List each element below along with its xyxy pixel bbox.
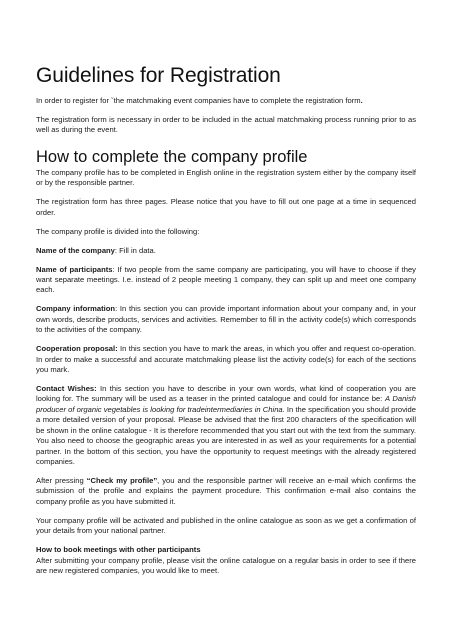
contact-wishes-text: In this section you have to describe in your own words, what kind of cooperation you are looking for. The summary will be used as a teaser in the printed catalogue and could for instance be:	[36, 384, 416, 404]
company-information-label: Company information	[36, 304, 116, 314]
contact-wishes-item	[36, 384, 416, 467]
cooperation-proposal-text: In this section you have to mark the areas, in which you offer and request co-operation. In order to make a successful and accurate matchmaking please list the activity code(s) for each of the sections you mark.	[36, 344, 417, 375]
contact-wishes-text-2: In the specification you should provide a more detailed version of your proposal. Please be advised that the first 200 characters of the specification will be shown in the online catalogue - It is therefore recommended that you start out with the text from the summary. You also need to choose the geographic areas you are interested in as well as your requirements for a potential partner. In the bottom of this section, you have the opportunity to request meetings with the already registered companies.	[36, 404, 416, 466]
check-my-profile-label: “Check my profile”	[86, 475, 158, 485]
book-meetings-title: How to book meetings with other participants	[36, 545, 201, 555]
check-profile-text-2: , you and the responsible partner will receive an e-mail which confirms the submission of the profile and explains the payment procedure. This confirmation e-mail also contains the company profile as you have submitted it.	[36, 475, 416, 506]
book-meetings-paragraph: After submitting your company profile, please visit the online catalogue on a regular basis in order to see if there are new registered companies, you would like to meet.	[36, 555, 416, 575]
check-profile-paragraph	[36, 476, 416, 507]
activation-paragraph: Your company profile will be activated and published in the online catalogue as soon as we get a confirmation of your details from your national partner.	[36, 515, 416, 536]
book-meetings-heading	[36, 545, 416, 555]
contact-wishes-label: Contact Wishes:	[36, 384, 97, 394]
profile-paragraph-1: The company profile has to be completed in English online in the registration system either by the company itself or by the responsible partner.	[36, 167, 416, 188]
intro-text: In order to register for ˇthe matchmaking event companies have to complete the registration form	[36, 96, 361, 105]
participants-label: Name of participants	[36, 264, 113, 274]
intro-paragraph-1	[36, 96, 416, 106]
participants-text: : If two people from the same company are participating, you will have to choose if they want separate meetings. I.e. instead of 2 people meeting 1 company, they can split up and meet one company each.	[36, 264, 416, 295]
intro-paragraph-2: The registration form is necessary in order to be included in the actual matchmaking process running prior to as well as during the event.	[36, 115, 416, 135]
name-of-company-item	[36, 246, 416, 256]
contact-wishes-example: A Danish producer of organic vegetables is looking for tradeintermediaries in China.	[36, 394, 417, 414]
intro-period: .	[360, 96, 363, 105]
name-of-company-text: : Fill in data.	[114, 245, 156, 255]
profile-paragraph-2: The registration form has three pages. Please notice that you have to fill out one page at a time in sequenced order.	[36, 197, 416, 217]
participants-item	[36, 265, 416, 296]
name-of-company-label: Name of the company	[36, 245, 115, 255]
section-heading: How to complete the company profile	[36, 147, 308, 166]
cooperation-proposal-label: Cooperation proposal:	[36, 344, 118, 354]
company-information-item	[36, 304, 416, 335]
cooperation-proposal-item	[36, 344, 416, 375]
profile-paragraph-3: The company profile is divided into the following:	[36, 226, 200, 236]
page-title: Guidelines for Registration	[36, 64, 281, 87]
company-information-text: : In this section you can provide important information about your company and, in your own words, describe products, services and activities. Remember to fill in the activity code(s) which corresponds to the activities of the company.	[36, 304, 416, 335]
check-profile-text: After pressing	[36, 475, 87, 485]
